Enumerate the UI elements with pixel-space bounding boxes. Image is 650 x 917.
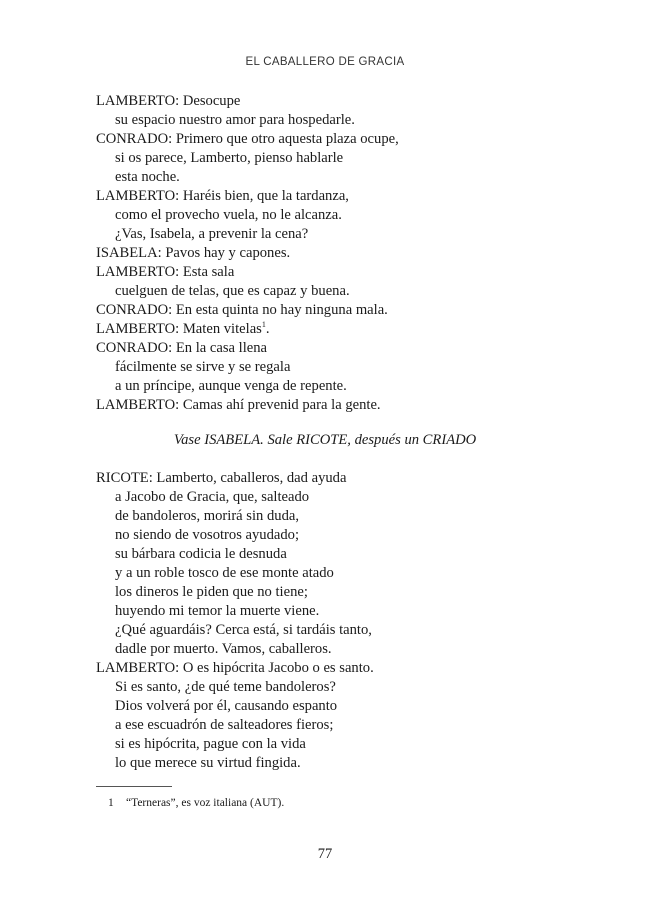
footnote <box>108 797 284 809</box>
verse-line-text: LAMBERTO: Maten vitelas <box>96 321 262 337</box>
verse-line <box>96 358 556 377</box>
verse-line-text: Dios volverá por él, causando espanto <box>115 698 338 714</box>
verse-line <box>96 545 556 564</box>
verse-line <box>96 244 556 263</box>
verse-line <box>96 187 556 206</box>
verse-line-text: a ese escuadrón de salteadores fieros; <box>115 717 334 733</box>
verse-line-text: si es hipócrita, pague con la vida <box>115 736 306 752</box>
verse-line-text: LAMBERTO: Desocupe <box>96 93 241 109</box>
verse-line <box>96 526 556 545</box>
page-number: 77 <box>317 846 333 862</box>
verse-line-text: ¿Vas, Isabela, a prevenir la cena? <box>115 226 309 242</box>
verse-line <box>96 377 556 396</box>
verse-line <box>96 320 556 339</box>
verse-line <box>96 168 556 187</box>
verse-line-text: CONRADO: En la casa llena <box>96 340 268 356</box>
verse-line-text: su bárbara codicia le desnuda <box>115 546 287 562</box>
verse-line-text: LAMBERTO: Haréis bien, que la tardanza, <box>96 188 349 204</box>
verse-line-text: LAMBERTO: Camas ahí prevenid para la gente. <box>96 397 381 413</box>
verse-line <box>96 263 556 282</box>
verse-line <box>96 659 556 678</box>
verse-line-text: de bandoleros, morirá sin duda, <box>115 508 299 524</box>
verse-line <box>96 396 556 415</box>
verse-line-text: huyendo mi temor la muerte viene. <box>115 603 320 619</box>
verse-line <box>96 583 556 602</box>
verse-line <box>96 339 556 358</box>
verse-line-text: no siendo de vosotros ayudado; <box>115 527 300 543</box>
verse-line-text: cuelguen de telas, que es capaz y buena. <box>115 283 350 299</box>
verse-line-text: CONRADO: Primero que otro aquesta plaza ocupe, <box>96 131 399 147</box>
verse-line-text: esta noche. <box>115 169 180 185</box>
verse-line <box>96 621 556 640</box>
verse-line <box>96 149 556 168</box>
verse-line <box>96 488 556 507</box>
footnote-reference[interactable]: 1 <box>261 320 266 330</box>
verse-line <box>96 716 556 735</box>
verse-line <box>96 735 556 754</box>
verse-line <box>96 225 556 244</box>
verse-line-text: fácilmente se sirve y se regala <box>115 359 291 375</box>
verse-line-text: y a un roble tosco de ese monte atado <box>115 565 334 581</box>
verse-line <box>96 469 556 488</box>
verse-line <box>96 640 556 659</box>
verse-line-text: los dineros le piden que no tiene; <box>115 584 308 600</box>
verse-line-text: su espacio nuestro amor para hospedarle. <box>115 112 355 128</box>
verse-block-2 <box>96 469 556 773</box>
verse-line <box>96 92 556 111</box>
verse-line <box>96 301 556 320</box>
footnote-separator <box>96 786 172 787</box>
verse-line-text: a Jacobo de Gracia, que, salteado <box>115 489 310 505</box>
verse-line-text: CONRADO: En esta quinta no hay ninguna mala. <box>96 302 388 318</box>
verse-line <box>96 206 556 225</box>
verse-line-text: LAMBERTO: Esta sala <box>96 264 235 280</box>
verse-line-text: LAMBERTO: O es hipócrita Jacobo o es santo. <box>96 660 374 676</box>
footnote-text: “Terneras”, es voz italiana (AUT). <box>126 797 285 809</box>
verse-line <box>96 602 556 621</box>
verse-line-text: dadle por muerto. Vamos, caballeros. <box>115 641 332 657</box>
verse-line <box>96 678 556 697</box>
stage-direction: Vase ISABELA. Sale RICOTE, después un CRIADO <box>173 432 477 448</box>
verse-line-text: ISABELA: Pavos hay y capones. <box>96 245 291 261</box>
verse-line <box>96 697 556 716</box>
verse-line-punctuation: . <box>265 321 270 337</box>
verse-line <box>96 111 556 130</box>
running-head: EL CABALLERO DE GRACIA <box>245 56 405 68</box>
verse-block-1 <box>96 92 556 415</box>
verse-line-text: como el provecho vuela, no le alcanza. <box>115 207 342 223</box>
verse-line <box>96 564 556 583</box>
verse-line-text: RICOTE: Lamberto, caballeros, dad ayuda <box>96 470 347 486</box>
verse-line <box>96 130 556 149</box>
verse-line <box>96 282 556 301</box>
verse-line-text: si os parece, Lamberto, pienso hablarle <box>115 150 344 166</box>
footnote-number: 1 <box>108 797 114 809</box>
verse-line-text: ¿Qué aguardáis? Cerca está, si tardáis tanto, <box>115 622 372 638</box>
verse-line <box>96 754 556 773</box>
verse-line-text: lo que merece su virtud fingida. <box>115 755 301 771</box>
verse-line-text: a un príncipe, aunque venga de repente. <box>115 378 347 394</box>
verse-line-text: Si es santo, ¿de qué teme bandoleros? <box>115 679 336 695</box>
verse-line <box>96 507 556 526</box>
